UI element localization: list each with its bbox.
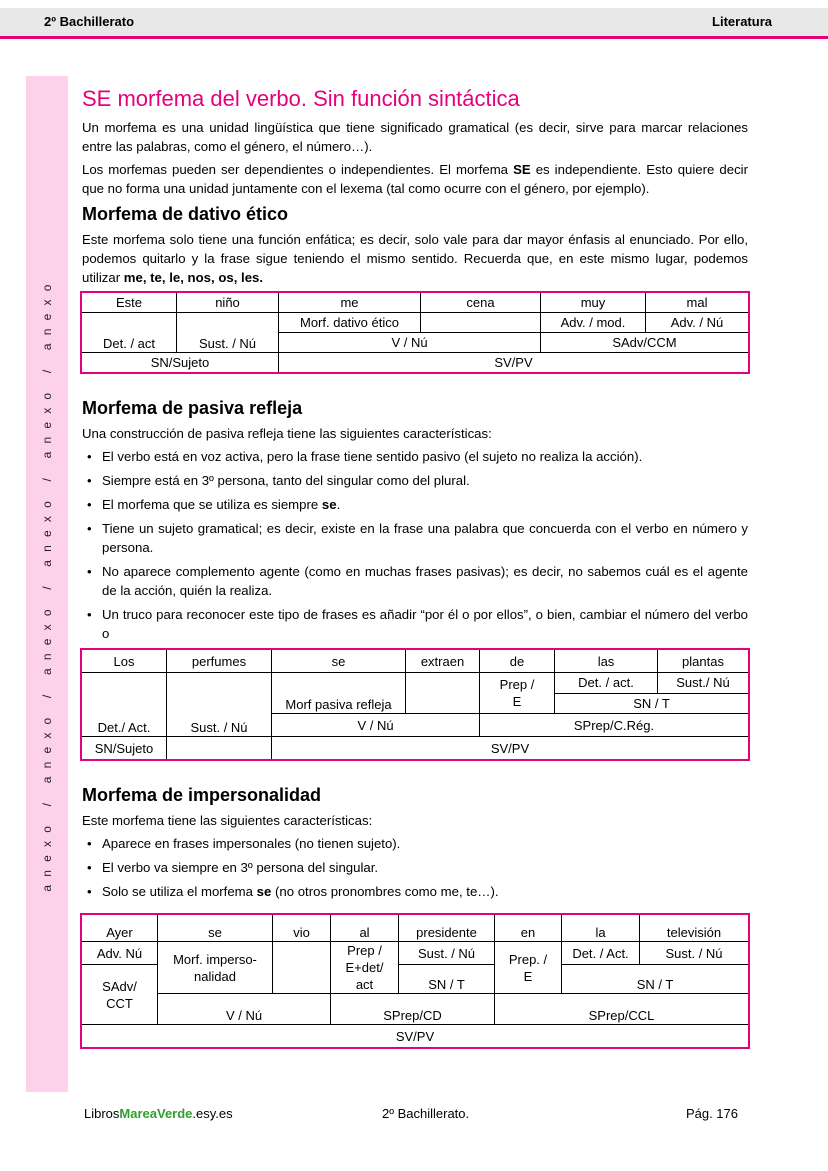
table-cell xyxy=(167,737,272,761)
table-cell: muy xyxy=(541,292,646,313)
table-row xyxy=(81,994,749,1025)
section-title-pasiva: Morfema de pasiva refleja xyxy=(82,398,303,418)
list-item: • El morfema que se utiliza es siempre se. xyxy=(82,495,748,514)
table-row xyxy=(81,313,749,333)
table-cell: mal xyxy=(646,292,750,313)
table-cell: Sust./ Nú xyxy=(658,673,750,694)
paragraph-dativo: Este morfema solo tiene una función enfática; es decir, solo vale para dar mayor énfasis al enunciado. Por ello, podemos quitarlo y la frase sigue teniendo el mismo sentido. Recuerda que, en este mismo lugar, podemos utilizar me, te, le, nos, os, les. xyxy=(82,232,748,285)
table-cell: SPrep/CD xyxy=(331,994,495,1025)
table-cell: la xyxy=(562,914,640,942)
table-cell: Sust. / Nú xyxy=(177,313,279,353)
list-item: • El verbo va siempre en 3º persona del singular. xyxy=(82,858,748,877)
sadv-cell: SAdv/ CCT xyxy=(81,965,158,1025)
table-cell: perfumes xyxy=(167,649,272,673)
table-cell: SPrep/C.Rég. xyxy=(480,714,750,737)
table-cell: cena xyxy=(421,292,541,313)
sidebar-band xyxy=(26,76,68,1092)
table-cell: al xyxy=(331,914,399,942)
table-cell xyxy=(406,673,480,714)
table-row xyxy=(81,353,749,374)
table-cell: SV/PV xyxy=(272,737,750,761)
table-row xyxy=(81,1025,749,1049)
table-cell: niño xyxy=(177,292,279,313)
paragraph-imp-intro: Este morfema tiene las siguientes características: xyxy=(82,813,373,828)
table-row xyxy=(81,942,749,965)
paragraph-pasiva-intro: Una construcción de pasiva refleja tiene las siguientes características: xyxy=(82,426,492,441)
table-cell: se xyxy=(158,914,273,942)
table-cell: Det. / act. xyxy=(555,673,658,694)
list-item: • Un truco para reconocer este tipo de frases es añadir “por él o por ellos”, o bien, cambiar el número del verbo o xyxy=(82,605,748,643)
table-cell: extraen xyxy=(406,649,480,673)
table-cell: presidente xyxy=(399,914,495,942)
table-cell: en xyxy=(495,914,562,942)
table-cell: V / Nú xyxy=(272,714,480,737)
table-cell: Adv. Nú xyxy=(81,942,158,965)
table-cell: SN / T xyxy=(555,693,750,714)
section-title-dativo: Morfema de dativo ético xyxy=(82,204,289,224)
list-item: • El verbo está en voz activa, pero la frase tiene sentido pasivo (el sujeto no realiza la acción). xyxy=(82,447,748,466)
table-cell: Adv. / Nú xyxy=(646,313,750,333)
table-cell: Ayer xyxy=(81,914,158,942)
table-cell: me xyxy=(279,292,421,313)
main-content xyxy=(82,84,748,1049)
footer-site: LibrosMareaVerde.esy.es xyxy=(84,1106,233,1121)
table-dativo-etico xyxy=(80,291,750,374)
paragraph-morfema-def: Un morfema es una unidad lingüística que tiene significado gramatical (es decir, sirve para marcar relaciones entre las palabras, como el género, el número…). xyxy=(82,120,748,154)
table-row xyxy=(81,649,749,673)
table-cell: SV/PV xyxy=(81,1025,749,1049)
table-cell: Sust. / Nú xyxy=(167,673,272,737)
prepdet-cell: Prep / E+det/ act xyxy=(331,942,399,994)
table-cell: SN/Sujeto xyxy=(81,353,279,374)
header-course: 2º Bachillerato xyxy=(44,14,135,29)
header-subject: Literatura xyxy=(712,14,772,29)
table-cell: V / Nú xyxy=(279,333,541,353)
footer-course: 2º Bachillerato. xyxy=(382,1106,470,1121)
page-header xyxy=(0,8,828,39)
table-cell: Det. / act xyxy=(81,313,177,353)
sidebar-text: anexo / anexo / anexo / anexo / anexo / anexo xyxy=(40,276,54,892)
table-cell: SN/Sujeto xyxy=(81,737,167,761)
table-pasiva-refleja xyxy=(80,648,750,761)
table-cell: Este xyxy=(81,292,177,313)
list-item: • Aparece en frases impersonales (no tienen sujeto). xyxy=(82,834,748,853)
table-cell: de xyxy=(480,649,555,673)
table-cell: Los xyxy=(81,649,167,673)
morf-cell: Morf. imperso- nalidad xyxy=(158,942,273,994)
table-cell xyxy=(273,942,331,994)
list-item: • No aparece complemento agente (como en muchas frases pasivas); es decir, no sabemos cuál es el agente de la acción, quién la realiza. xyxy=(82,562,748,600)
list-item: • Siempre está en 3º persona, tanto del singular como del plural. xyxy=(82,471,748,490)
table-cell: SN / T xyxy=(562,965,750,994)
table-row xyxy=(81,914,749,942)
paragraph-morfema-types: Los morfemas pueden ser dependientes o independientes. El morfema SE es independiente. Esto quiere decir que no forma una unidad juntamente con el lexema (tal como ocurre con el género, por ejemplo). xyxy=(82,162,748,196)
table-cell: Det. / Act. xyxy=(562,942,640,965)
list-item: • Tiene un sujeto gramatical; es decir, existe en la frase una palabra que concuerda con el verbo en número y persona. xyxy=(82,519,748,557)
table-cell: las xyxy=(555,649,658,673)
table-cell: vio xyxy=(273,914,331,942)
footer-page-number: Pág. 176 xyxy=(685,1106,738,1121)
table-cell: Adv. / mod. xyxy=(541,313,646,333)
table-row xyxy=(81,673,749,694)
table-cell: V / Nú xyxy=(158,994,331,1025)
table-cell xyxy=(421,313,541,333)
table-cell: SAdv/CCM xyxy=(541,333,750,353)
table-impersonalidad xyxy=(80,913,750,1049)
section-title-impersonalidad: Morfema de impersonalidad xyxy=(82,785,322,805)
table-cell: Morf pasiva refleja xyxy=(272,673,406,714)
prep2-cell: Prep. / E xyxy=(495,942,562,994)
table-cell: SPrep/CCL xyxy=(495,994,750,1025)
table-cell: se xyxy=(272,649,406,673)
section-title-se: SE morfema del verbo. Sin función sintáctica xyxy=(82,86,520,111)
table-cell: plantas xyxy=(658,649,750,673)
list-impersonalidad xyxy=(82,834,748,901)
table-cell: Sust. / Nú xyxy=(399,942,495,965)
list-pasiva xyxy=(82,447,748,643)
prep-cell: Prep / E xyxy=(480,673,555,714)
table-cell: Det./ Act. xyxy=(81,673,167,737)
table-row xyxy=(81,737,749,761)
table-row xyxy=(81,292,749,313)
table-cell: Sust. / Nú xyxy=(640,942,750,965)
table-cell: televisión xyxy=(640,914,750,942)
table-cell: SN / T xyxy=(399,965,495,994)
table-cell: SV/PV xyxy=(279,353,750,374)
table-cell: Morf. dativo ético xyxy=(279,313,421,333)
list-item: • Solo se utiliza el morfema se (no otros pronombres como me, te…). xyxy=(82,882,748,901)
